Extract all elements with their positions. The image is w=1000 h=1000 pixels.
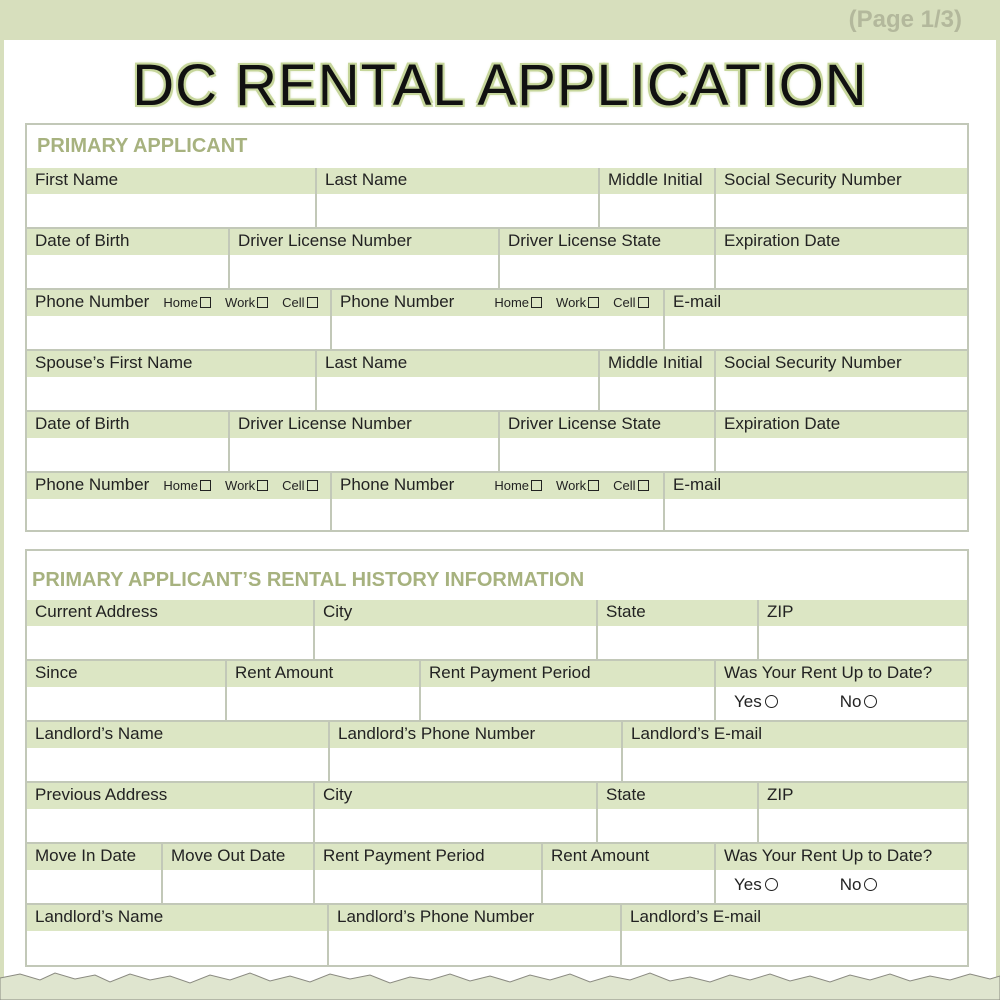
spouse-dob-field[interactable] xyxy=(31,439,224,467)
phone1-field[interactable] xyxy=(31,317,326,345)
prev-rent-up-to-date-cell xyxy=(716,844,967,905)
spouse-phone2-cell xyxy=(332,473,665,530)
prev-state-field[interactable] xyxy=(602,810,753,838)
prev-rent-up-to-date-options xyxy=(734,875,877,895)
rent-up-to-date-cell xyxy=(716,661,967,722)
zip-cell xyxy=(759,600,967,661)
prev-landlord-phone-label: Landlord’s Phone Number xyxy=(329,905,620,931)
phone2-label xyxy=(332,290,663,316)
home-label: Home xyxy=(163,295,199,310)
spouse-last-name-cell xyxy=(317,351,600,412)
middle-initial-field[interactable] xyxy=(604,195,710,223)
state-cell xyxy=(598,600,759,661)
spouse-first-name-label: Spouse’s First Name xyxy=(27,351,315,377)
spouse-middle-initial-field[interactable] xyxy=(604,378,710,406)
spouse-last-name-field[interactable] xyxy=(321,378,594,406)
previous-rent-row xyxy=(27,844,967,905)
work-checkbox[interactable] xyxy=(588,480,599,491)
rental-history-section xyxy=(25,549,969,967)
current-address-label: Current Address xyxy=(27,600,313,626)
spouse-dl-state-label: Driver License State xyxy=(500,412,714,438)
prev-zip-cell xyxy=(759,783,967,844)
phone-label-text: Phone Number xyxy=(340,475,455,494)
expiration-label: Expiration Date xyxy=(716,229,967,255)
spouse-first-name-field[interactable] xyxy=(31,378,311,406)
spouse-middle-initial-label: Middle Initial xyxy=(600,351,714,377)
spouse-phone1-cell xyxy=(27,473,332,530)
landlord-email-field[interactable] xyxy=(627,749,963,777)
previous-address-label: Previous Address xyxy=(27,783,313,809)
first-name-field[interactable] xyxy=(31,195,311,223)
spouse-expiration-cell xyxy=(716,412,967,473)
city-field[interactable] xyxy=(319,627,592,655)
prev-zip-label: ZIP xyxy=(759,783,967,809)
move-out-cell xyxy=(163,844,315,905)
spouse-first-name-cell xyxy=(27,351,317,412)
home-label: Home xyxy=(494,478,530,493)
prev-rent-amount-label: Rent Amount xyxy=(543,844,714,870)
prev-state-label: State xyxy=(598,783,757,809)
state-label: State xyxy=(598,600,757,626)
spouse-phone2-field[interactable] xyxy=(336,498,659,526)
applicant-name-row xyxy=(27,168,967,229)
cell-checkbox[interactable] xyxy=(638,480,649,491)
phone1-cell xyxy=(27,290,332,351)
spouse-phone2-label xyxy=(332,473,663,499)
prev-rent-period-label: Rent Payment Period xyxy=(315,844,541,870)
spouse-phone1-field[interactable] xyxy=(31,498,326,526)
spouse-last-name-label: Last Name xyxy=(317,351,598,377)
prev-landlord-name-field[interactable] xyxy=(31,933,323,961)
ssn-label: Social Security Number xyxy=(716,168,967,194)
move-out-label: Move Out Date xyxy=(163,844,313,870)
move-out-field[interactable] xyxy=(167,871,309,899)
spouse-dl-number-label: Driver License Number xyxy=(230,412,498,438)
prev-landlord-name-cell xyxy=(27,905,329,965)
move-in-label: Move In Date xyxy=(27,844,161,870)
current-landlord-row xyxy=(27,722,967,783)
prev-rent-period-cell xyxy=(315,844,543,905)
phone-label-text: Phone Number xyxy=(340,292,455,311)
last-name-label: Last Name xyxy=(317,168,598,194)
no-radio[interactable] xyxy=(864,878,877,891)
state-field[interactable] xyxy=(602,627,753,655)
primary-applicant-section xyxy=(25,123,969,532)
yes-label: Yes xyxy=(734,692,762,711)
expiration-cell xyxy=(716,229,967,290)
cell-label: Cell xyxy=(282,295,305,310)
work-checkbox[interactable] xyxy=(257,480,268,491)
spouse-dl-state-cell xyxy=(500,412,716,473)
home-label: Home xyxy=(494,295,530,310)
expiration-field[interactable] xyxy=(720,256,963,284)
current-address-cell xyxy=(27,600,315,661)
cell-label: Cell xyxy=(613,478,636,493)
rent-amount-cell xyxy=(227,661,421,722)
rent-amount-label: Rent Amount xyxy=(227,661,419,687)
cell-checkbox[interactable] xyxy=(307,480,318,491)
email-cell xyxy=(665,290,967,351)
landlord-phone-label: Landlord’s Phone Number xyxy=(330,722,621,748)
prev-landlord-phone-cell xyxy=(329,905,622,965)
zip-field[interactable] xyxy=(763,627,963,655)
yes-label: Yes xyxy=(734,875,762,894)
landlord-phone-cell xyxy=(330,722,623,783)
prev-rent-amount-cell xyxy=(543,844,716,905)
since-cell xyxy=(27,661,227,722)
applicant-phone-row xyxy=(27,290,967,351)
previous-landlord-row xyxy=(27,905,967,965)
current-address-field[interactable] xyxy=(31,627,309,655)
spouse-dl-number-cell xyxy=(230,412,500,473)
spouse-email-cell xyxy=(665,473,967,530)
ssn-cell xyxy=(716,168,967,229)
work-label: Work xyxy=(556,478,587,493)
phone-label-text: Phone Number xyxy=(35,292,150,311)
dl-state-label: Driver License State xyxy=(500,229,714,255)
rent-up-to-date-options xyxy=(734,692,877,712)
dob-cell xyxy=(27,229,230,290)
rent-up-to-date-label: Was Your Rent Up to Date? xyxy=(716,661,967,687)
spouse-phone-row xyxy=(27,473,967,530)
work-checkbox[interactable] xyxy=(257,297,268,308)
cell-label: Cell xyxy=(282,478,305,493)
dl-number-field[interactable] xyxy=(234,256,494,284)
rent-period-field[interactable] xyxy=(425,688,710,716)
spouse-dl-number-field[interactable] xyxy=(234,439,494,467)
home-checkbox[interactable] xyxy=(531,480,542,491)
zip-label: ZIP xyxy=(759,600,967,626)
spouse-dob-cell xyxy=(27,412,230,473)
move-in-field[interactable] xyxy=(31,871,157,899)
prev-rent-period-field[interactable] xyxy=(319,871,537,899)
spouse-expiration-label: Expiration Date xyxy=(716,412,967,438)
spouse-expiration-field[interactable] xyxy=(720,439,963,467)
landlord-email-cell xyxy=(623,722,967,783)
previous-address-field[interactable] xyxy=(31,810,309,838)
work-label: Work xyxy=(225,295,256,310)
home-label: Home xyxy=(163,478,199,493)
dob-field[interactable] xyxy=(31,256,224,284)
prev-rent-amount-field[interactable] xyxy=(547,871,710,899)
torn-edge-decoration xyxy=(0,968,1000,1000)
spouse-ssn-cell xyxy=(716,351,967,412)
cell-checkbox[interactable] xyxy=(638,297,649,308)
phone-label-text: Phone Number xyxy=(35,475,150,494)
rent-amount-field[interactable] xyxy=(231,688,415,716)
previous-address-row xyxy=(27,783,967,844)
ssn-field[interactable] xyxy=(720,195,963,223)
city-label: City xyxy=(315,600,596,626)
prev-landlord-phone-field[interactable] xyxy=(333,933,616,961)
middle-initial-label: Middle Initial xyxy=(600,168,714,194)
email-label: E-mail xyxy=(665,290,967,316)
landlord-name-field[interactable] xyxy=(31,749,324,777)
cell-label: Cell xyxy=(613,295,636,310)
prev-landlord-email-field[interactable] xyxy=(626,933,963,961)
landlord-phone-field[interactable] xyxy=(334,749,617,777)
prev-state-cell xyxy=(598,783,759,844)
last-name-cell xyxy=(317,168,600,229)
landlord-name-cell xyxy=(27,722,330,783)
page-number: (Page 1/3) xyxy=(848,6,962,33)
prev-landlord-email-label: Landlord’s E-mail xyxy=(622,905,967,931)
since-label: Since xyxy=(27,661,225,687)
applicant-license-row xyxy=(27,229,967,290)
yes-radio[interactable] xyxy=(765,878,778,891)
dob-label: Date of Birth xyxy=(27,229,228,255)
work-label: Work xyxy=(225,478,256,493)
spouse-name-row xyxy=(27,351,967,412)
landlord-name-label: Landlord’s Name xyxy=(27,722,328,748)
phone2-field[interactable] xyxy=(336,317,659,345)
rent-period-cell xyxy=(421,661,716,722)
prev-city-label: City xyxy=(315,783,596,809)
last-name-field[interactable] xyxy=(321,195,594,223)
prev-landlord-email-cell xyxy=(622,905,967,965)
spouse-ssn-label: Social Security Number xyxy=(716,351,967,377)
spouse-email-label: E-mail xyxy=(665,473,967,499)
current-rent-row xyxy=(27,661,967,722)
rent-period-label: Rent Payment Period xyxy=(421,661,714,687)
first-name-cell xyxy=(27,168,317,229)
dl-state-cell xyxy=(500,229,716,290)
prev-landlord-name-label: Landlord’s Name xyxy=(27,905,327,931)
no-radio[interactable] xyxy=(864,695,877,708)
spouse-phone1-label xyxy=(27,473,330,499)
dl-number-label: Driver License Number xyxy=(230,229,498,255)
home-checkbox[interactable] xyxy=(200,480,211,491)
middle-initial-cell xyxy=(600,168,716,229)
current-address-row xyxy=(27,600,967,661)
form-title: DC RENTAL APPLICATION xyxy=(132,53,868,118)
section-title: PRIMARY APPLICANT xyxy=(37,135,248,157)
phone1-label xyxy=(27,290,330,316)
spouse-dob-label: Date of Birth xyxy=(27,412,228,438)
first-name-label: First Name xyxy=(27,168,315,194)
move-in-cell xyxy=(27,844,163,905)
spouse-license-row xyxy=(27,412,967,473)
previous-address-cell xyxy=(27,783,315,844)
dl-number-cell xyxy=(230,229,500,290)
cell-checkbox[interactable] xyxy=(307,297,318,308)
prev-city-field[interactable] xyxy=(319,810,592,838)
landlord-email-label: Landlord’s E-mail xyxy=(623,722,967,748)
city-cell xyxy=(315,600,598,661)
spouse-email-field[interactable] xyxy=(669,498,963,526)
section-title: PRIMARY APPLICANT’S RENTAL HISTORY INFORMATION xyxy=(32,569,585,591)
no-label: No xyxy=(839,692,862,711)
work-checkbox[interactable] xyxy=(588,297,599,308)
work-label: Work xyxy=(556,295,587,310)
since-field[interactable] xyxy=(31,688,221,716)
email-field[interactable] xyxy=(669,317,963,345)
no-label: No xyxy=(839,875,862,894)
yes-radio[interactable] xyxy=(765,695,778,708)
spouse-ssn-field[interactable] xyxy=(720,378,963,406)
spouse-dl-state-field[interactable] xyxy=(504,439,710,467)
prev-rent-up-to-date-label: Was Your Rent Up to Date? xyxy=(716,844,967,870)
phone2-cell xyxy=(332,290,665,351)
dl-state-field[interactable] xyxy=(504,256,710,284)
spouse-middle-initial-cell xyxy=(600,351,716,412)
home-checkbox[interactable] xyxy=(200,297,211,308)
prev-city-cell xyxy=(315,783,598,844)
prev-zip-field[interactable] xyxy=(763,810,963,838)
home-checkbox[interactable] xyxy=(531,297,542,308)
